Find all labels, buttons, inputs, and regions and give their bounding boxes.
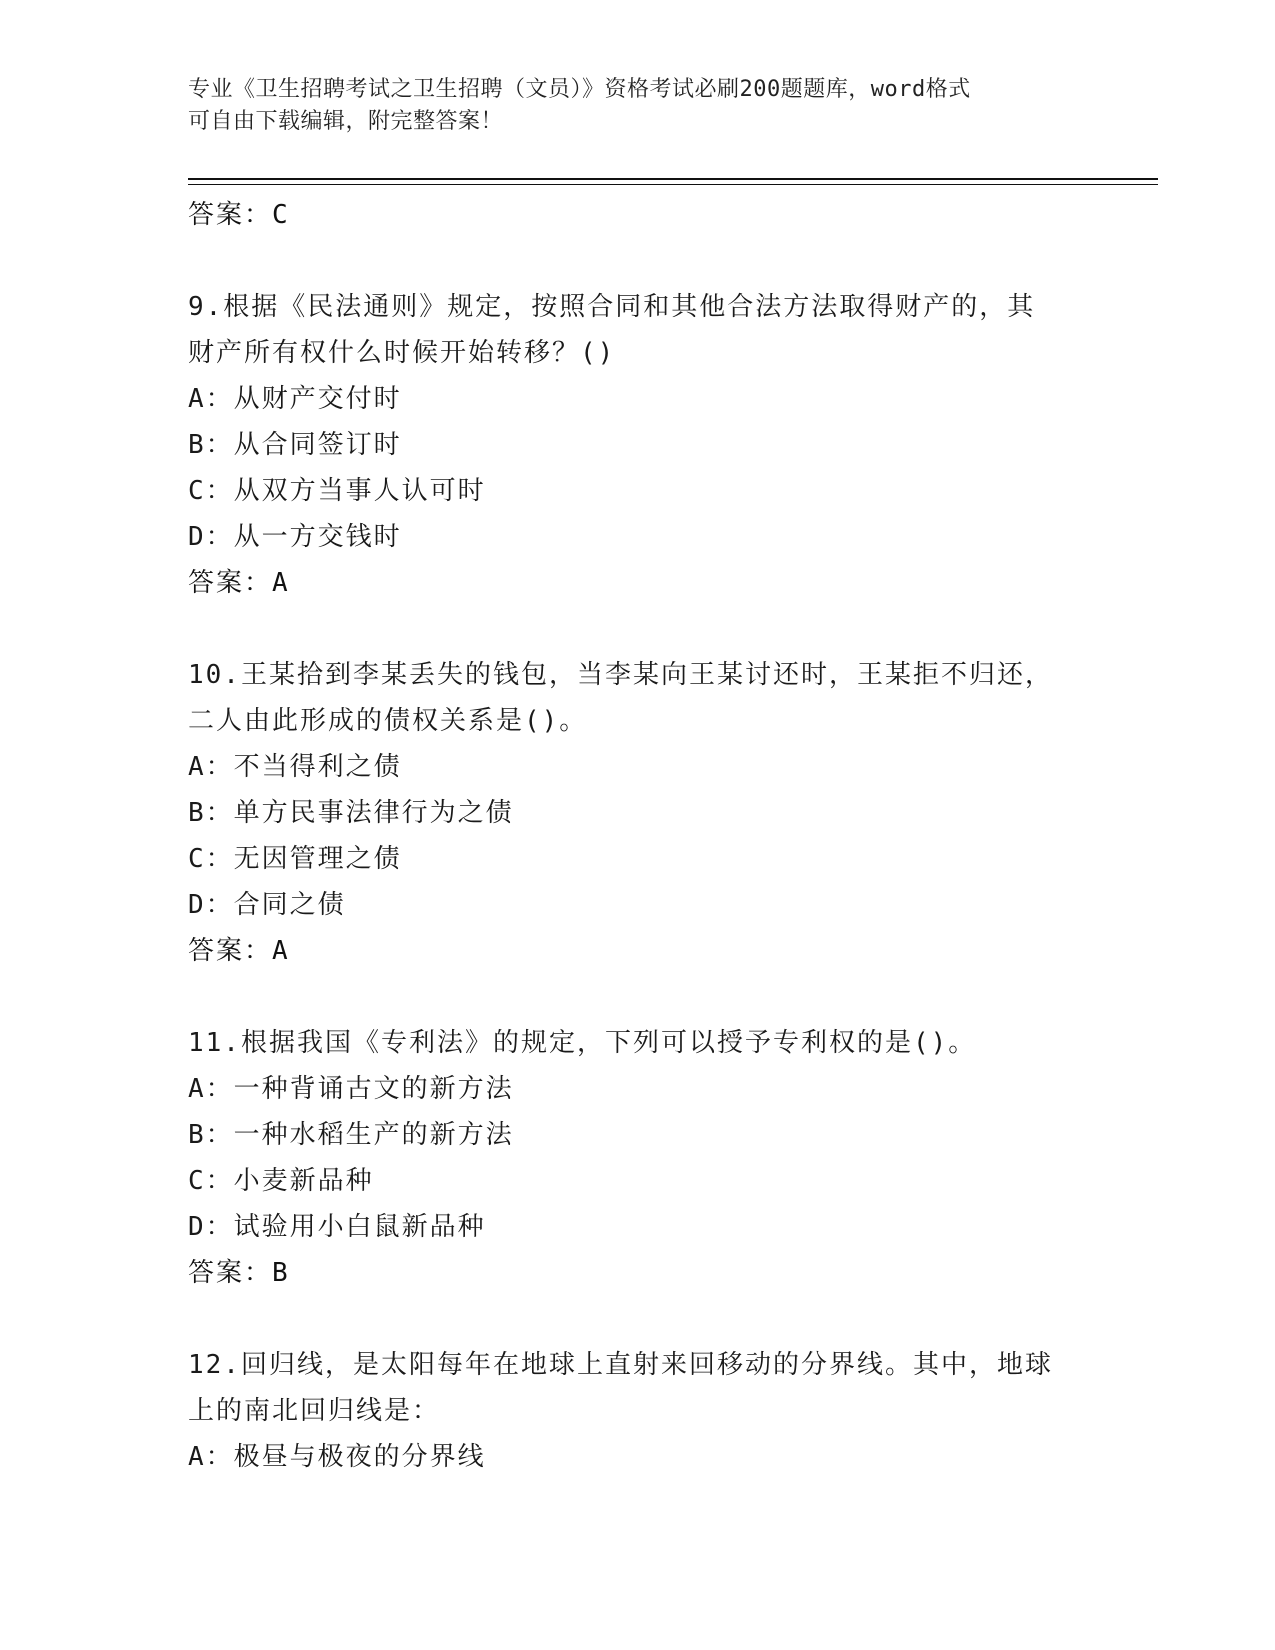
- question-list: [188, 192, 1088, 1480]
- option-d: D：试验用小白鼠新品种: [188, 1212, 486, 1242]
- spacer: [188, 974, 1088, 1020]
- header-rule-thin: [188, 184, 1158, 185]
- spacer: [188, 606, 1088, 652]
- option-c: C：小麦新品种: [188, 1166, 374, 1196]
- option-c: C：从双方当事人认可时: [188, 476, 486, 506]
- option-a: A：一种背诵古文的新方法: [188, 1074, 514, 1104]
- option-d: D：从一方交钱时: [188, 522, 402, 552]
- answer: 答案：B: [188, 1258, 290, 1288]
- option-b: B：单方民事法律行为之债: [188, 798, 514, 828]
- question-text: 9.根据《民法通则》规定，按照合同和其他合法方法取得财产的，其: [188, 292, 1036, 322]
- header-rule-thick: [188, 178, 1158, 180]
- option-a: A：从财产交付时: [188, 384, 402, 414]
- answer: 答案：A: [188, 568, 290, 598]
- option-d: D：合同之债: [188, 890, 346, 920]
- question-9: [188, 284, 1088, 606]
- question-10: [188, 652, 1088, 974]
- document-header: [188, 74, 1068, 138]
- option-a: A：极昼与极夜的分界线: [188, 1442, 486, 1472]
- previous-answer: 答案：C: [188, 200, 290, 230]
- question-text: 12.回归线，是太阳每年在地球上直射来回移动的分界线。其中，地球: [188, 1350, 1053, 1380]
- question-text: 11.根据我国《专利法》的规定，下列可以授予专利权的是()。: [188, 1028, 977, 1058]
- option-b: B：一种水稻生产的新方法: [188, 1120, 514, 1150]
- answer: 答案：A: [188, 936, 290, 966]
- option-a: A：不当得利之债: [188, 752, 402, 782]
- question-text: 二人由此形成的债权关系是()。: [188, 706, 588, 736]
- question-text: 上的南北回归线是：: [188, 1396, 441, 1426]
- spacer: [188, 1296, 1088, 1342]
- question-12: [188, 1342, 1088, 1480]
- option-b: B：从合同签订时: [188, 430, 402, 460]
- question-text: 财产所有权什么时候开始转移？(): [188, 338, 616, 368]
- question-11: [188, 1020, 1088, 1296]
- header-line-2: 可自由下载编辑，附完整答案！: [188, 109, 504, 134]
- header-line-1: 专业《卫生招聘考试之卫生招聘（文员）》资格考试必刷200题题库，word格式: [188, 77, 971, 102]
- option-c: C：无因管理之债: [188, 844, 402, 874]
- question-text: 10.王某拾到李某丢失的钱包，当李某向王某讨还时，王某拒不归还，: [188, 660, 1053, 690]
- spacer: [188, 238, 1088, 284]
